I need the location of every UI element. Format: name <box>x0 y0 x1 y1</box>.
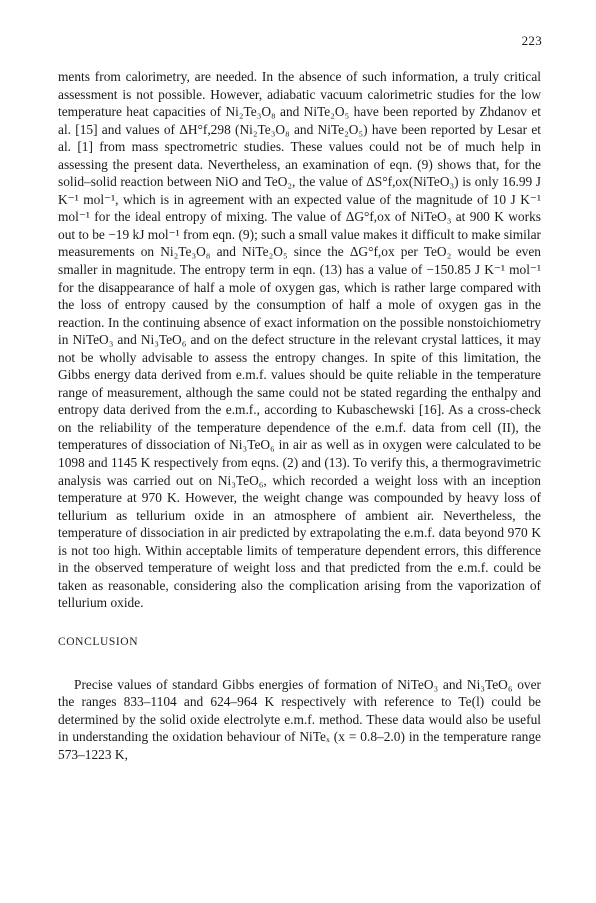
page-number: 223 <box>521 33 542 48</box>
section-heading-conclusion: CONCLUSION <box>58 635 139 648</box>
body-text <box>58 68 541 763</box>
conclusion-paragraph: Precise values of standard Gibbs energies of formation of NiTeO₃ and Ni₃TeO₆ over the ranges 833–1104 and 624–964 K respectively with reference to Te(l) could be determined by the solid oxide electrolyte e.m.f. method. These data would also be useful in understanding the oxidation behaviour of NiTeₓ (x = 0.8–2.0) in the temperature range 573–1223 K, <box>58 676 541 762</box>
discussion-paragraph: ments from calorimetry, are needed. In the absence of such information, a truly critical assessment is not possible. However, adiabatic vacuum calorimetric studies for the low temperature heat capacities of Ni₂Te₃O₈ and NiTe₂O₅ have been reported by Zhdanov et al. [15] and values of ΔH°f,298 (Ni₂Te₃O₈ and NiTe₂O₅) have been reported by Lesar et al. [1] from mass spectrometric studies. These values could not be of much help in assessing the present data. Nevertheless, an examination of eqn. (9) shows that, for the solid–solid reaction between NiO and TeO₂, the value of ΔS°f,ox(NiTeO₃) is only 16.99 J K⁻¹ mol⁻¹, which is in agreement with an expected value of the magnitude of 10 J K⁻¹ mol⁻¹ for the ideal entropy of mixing. The value of ΔG°f,ox of NiTeO₃ at 900 K works out to be −19 kJ mol⁻¹ from eqn. (9); such a small value makes it difficult to make similar measurements on Ni₂Te₃O₈ and NiTe₂O₅ since the ΔG°f,ox per TeO₂ would be even smaller in magnitude. The entropy term in eqn. (13) has a value of −150.85 J K⁻¹ mol⁻¹ for the disappearance of half a mole of oxygen gas, which is rather large compared with the loss of entropy caused by the consumption of half a mole of oxygen gas in the reaction. In the continuing absence of exact information on the possible nonstoichiometry in NiTeO₃ and Ni₃TeO₆ and on the defect structure in the relevant crystal lattices, it may not be wholly advisable to assess the entropy changes. In spite of this limitation, the Gibbs energy data derived from e.m.f. values should be quite reliable in the temperature range of measurement, although the same could not be stated regarding the enthalpy and entropy data derived from the e.m.f., according to Kubaschewski [16]. As a cross-check on the reliability of the temperature dependence of the e.m.f. data from cell (II), the temperatures of dissociation of Ni₃TeO₆ in air as well as in oxygen were calculated to be 1098 and 1145 K respectively from eqns. (2) and (13). To verify this, a thermogravimetric analysis was carried out on Ni₃TeO₆, which recorded a weight loss with an inception temperature at 970 K. However, the weight change was compounded by heavy loss of tellurium as tellurium oxide in an atmosphere of ambient air. Nevertheless, the temperature of dissociation in air predicted by extrapolating the e.m.f. data beyond 970 K is not too high. Within acceptable limits of temperature dependent errors, this difference in the observed temperature of weight loss and that predicted from the e.m.f. could be taken as reasonable, considering also the complication arising from the vaporization of tellurium oxide. <box>58 69 541 611</box>
